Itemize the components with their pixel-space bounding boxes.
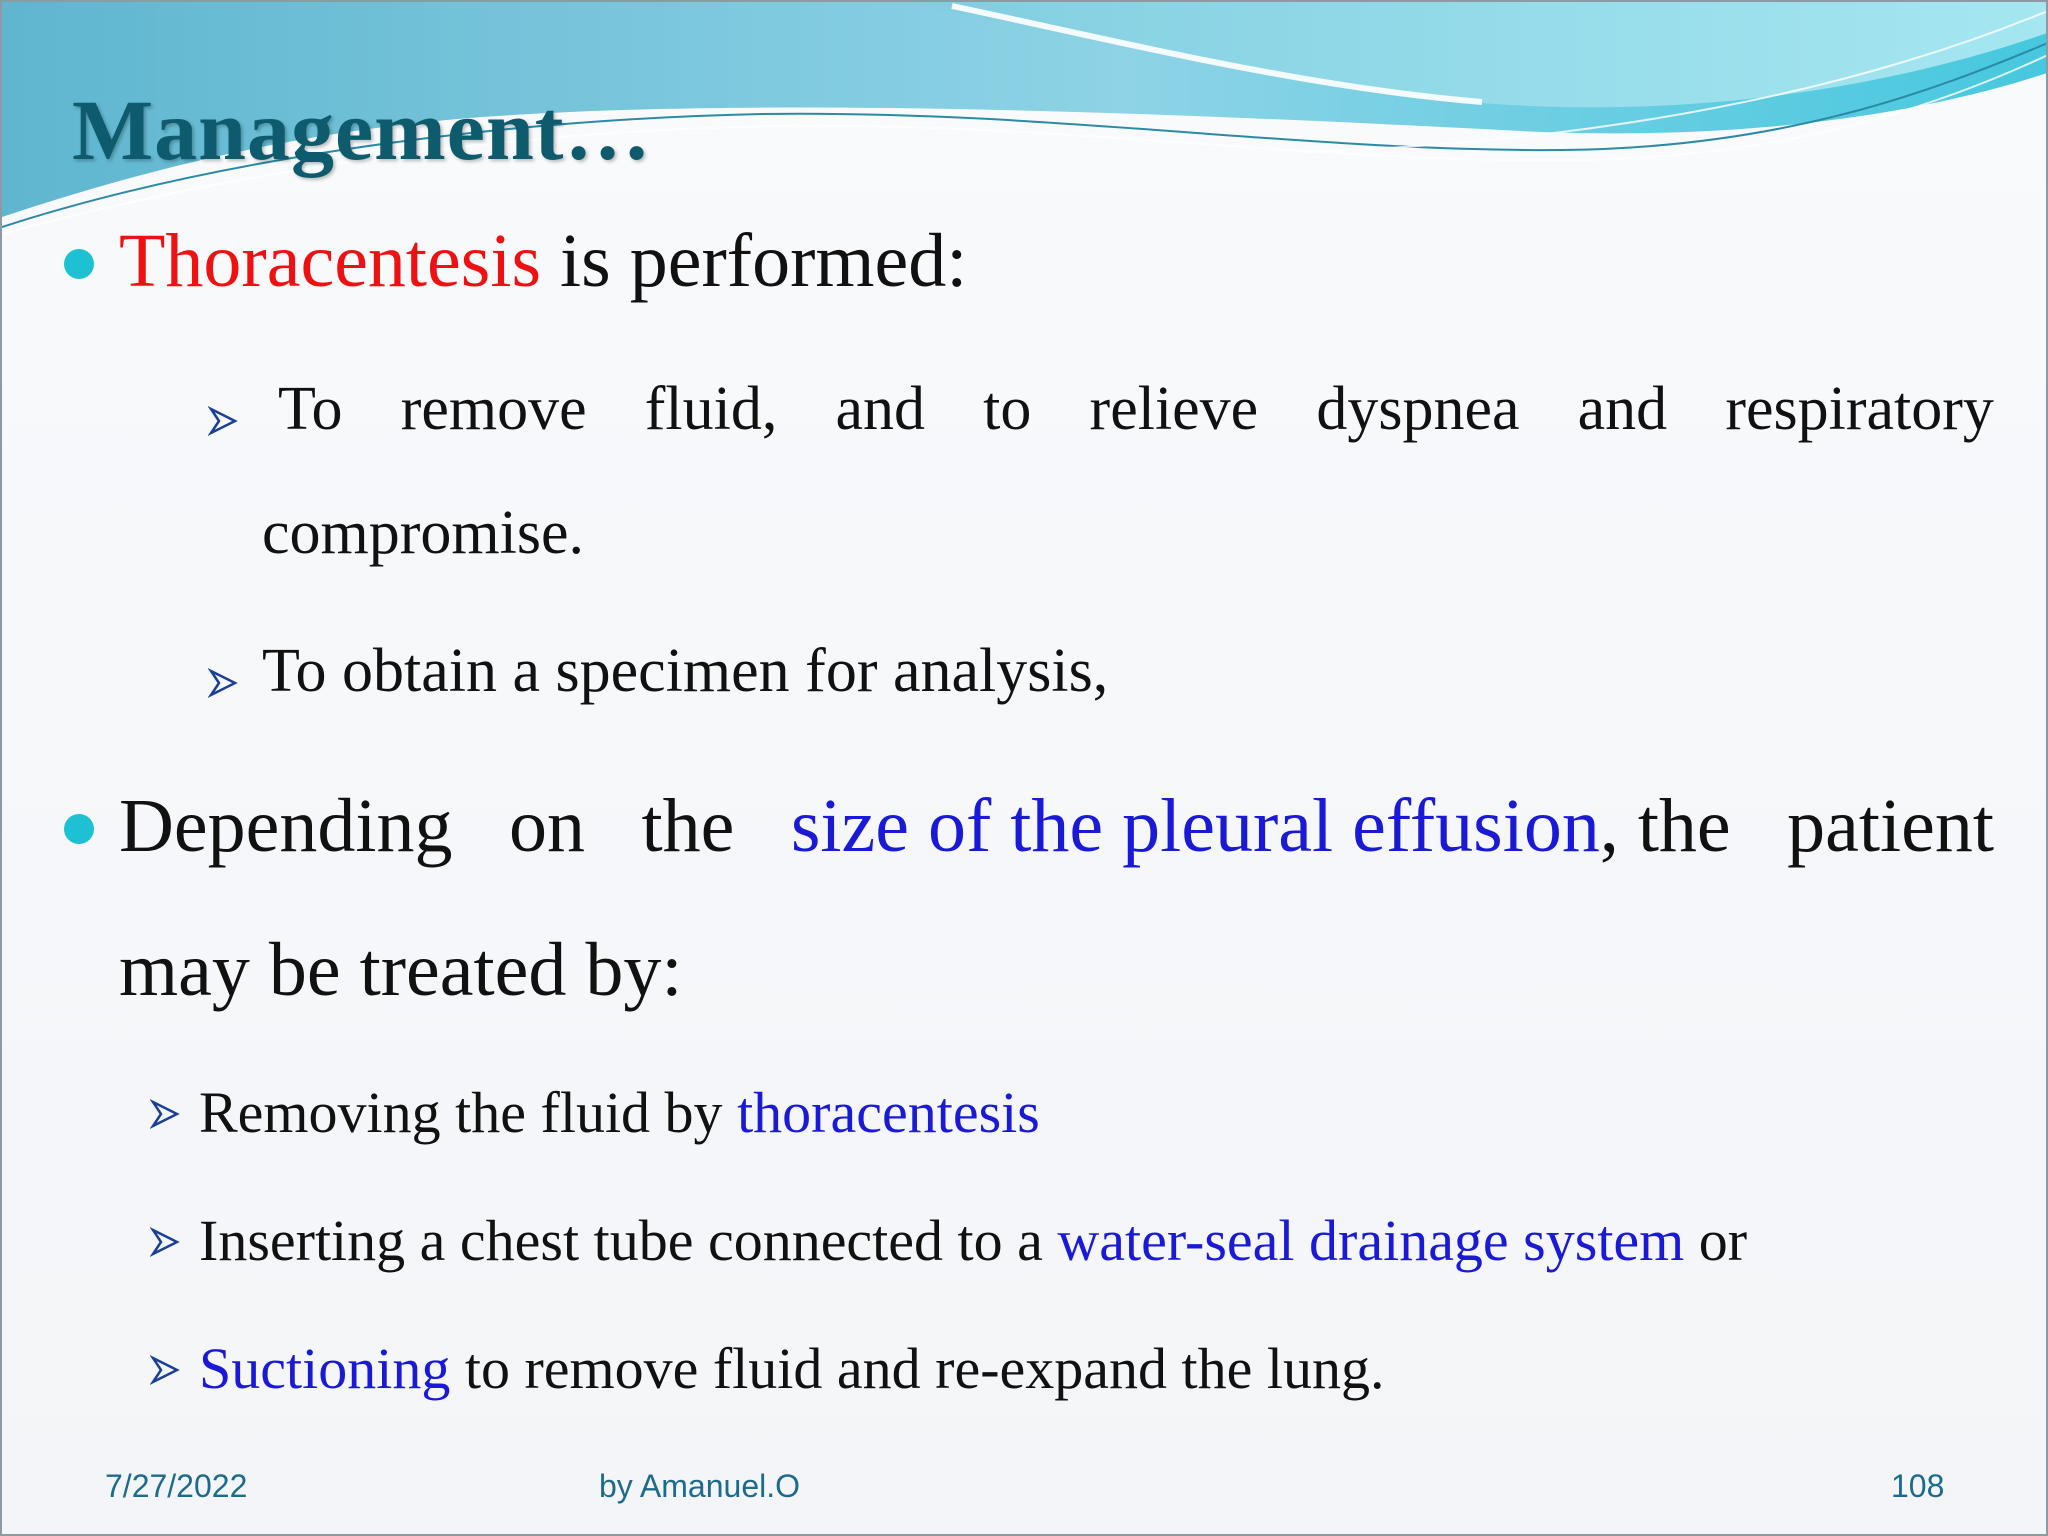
- word: and: [835, 375, 926, 443]
- arrow-bullet-icon: [208, 406, 238, 436]
- word: to: [983, 375, 1032, 443]
- bullet-text: is performed:: [541, 219, 968, 303]
- arrow-bullet-icon: [150, 1227, 180, 1257]
- arrow-bullet-icon: [208, 668, 238, 698]
- footer-date: 7/27/2022: [105, 1468, 248, 1504]
- sub-bullet-continuation: compromise.: [262, 499, 584, 567]
- bullet-dot-icon: [64, 249, 94, 279]
- sub-bullet-remove-fluid: [278, 374, 1994, 445]
- arrow-bullet-icon: [150, 1099, 180, 1129]
- word: fluid,: [644, 375, 778, 443]
- treatment-item-chest-tube: Inserting a chest tube connected to a water-seal drainage system or: [199, 1208, 1748, 1273]
- word: patient: [1787, 784, 1994, 868]
- highlight-effusion-size: size of the pleural effusion, the: [790, 784, 1731, 868]
- sub-bullet-specimen: To obtain a specimen for analysis,: [262, 637, 1109, 705]
- treatment-item-suctioning: Suctioning to remove fluid and re-expand the lung.: [199, 1336, 1385, 1401]
- bullet-thoracentesis: [119, 218, 967, 305]
- bullet-dot-icon: [64, 814, 94, 844]
- word: and: [1577, 375, 1668, 443]
- treatment-item-thoracentesis: Removing the fluid by thoracentesis: [199, 1080, 1040, 1145]
- slide-title: Management…: [72, 82, 652, 178]
- word: respiratory: [1725, 375, 1994, 443]
- word: remove: [400, 375, 587, 443]
- bullet-depending-line2: may be treated by:: [119, 928, 683, 1012]
- word: relieve: [1089, 375, 1259, 443]
- word: on: [508, 784, 585, 868]
- word: dyspnea: [1316, 375, 1520, 443]
- word: To: [278, 375, 343, 443]
- word: the: [641, 784, 735, 868]
- highlight-thoracentesis: Thoracentesis: [119, 219, 542, 303]
- footer-page-number: 108: [1891, 1468, 1945, 1504]
- bullet-depending-line1: [119, 783, 1994, 870]
- arrow-bullet-icon: [150, 1355, 180, 1385]
- word: Depending: [119, 784, 453, 868]
- footer-author: by Amanuel.O: [599, 1468, 800, 1504]
